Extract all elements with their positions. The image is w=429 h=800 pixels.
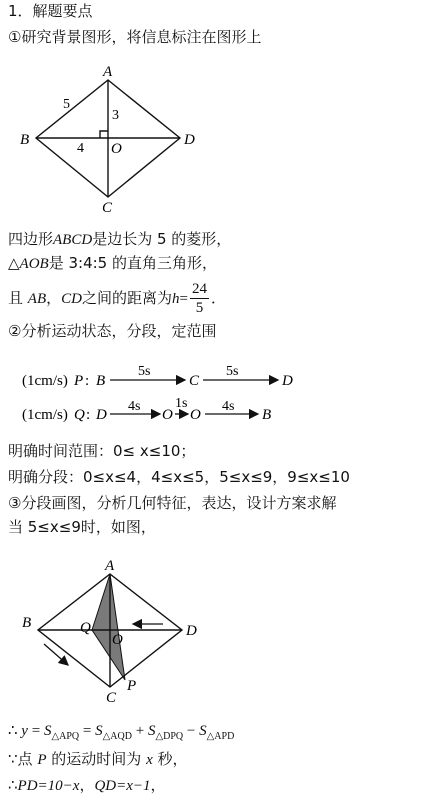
- q-start: D: [96, 407, 107, 423]
- label-B: B: [20, 132, 30, 148]
- p-speed: (1cm/s): [22, 373, 68, 389]
- q-end: B: [262, 407, 272, 423]
- q-time-3: 4s: [222, 399, 235, 414]
- p-end: D: [282, 373, 293, 389]
- case-text: 当 5≤x≤9时，如图，: [8, 518, 156, 536]
- label-ao-length: 3: [112, 108, 119, 123]
- motion-diagram: [0, 355, 429, 435]
- p-motion-arrow: [44, 644, 68, 665]
- q-name: Q: [74, 407, 85, 423]
- rhombus-statement: 四边形ABCD是边长为 5 的菱形，: [8, 230, 232, 248]
- p-colon: :: [85, 373, 90, 389]
- q-time-2: 1s: [175, 396, 188, 411]
- p-time-1: 5s: [138, 364, 151, 379]
- time-range-text: 明确时间范围：0≤ x≤10；: [8, 442, 196, 460]
- rhombus-figure-1: [0, 62, 429, 214]
- lengths-text: ∴PD=10−x，QD=x−1，: [8, 776, 166, 794]
- q-o2: O: [190, 407, 201, 423]
- area-formula: ∴ $y = S_{\triangle APQ} = S_{\triangle AQD} + S_{\triangle DPQ} - S_{\triangle APD}$: [8, 723, 235, 742]
- segments-text: 明确分段：0≤x≤4，4≤x≤5，5≤x≤9，9≤x≤10: [8, 468, 350, 486]
- label-D: D: [184, 132, 195, 148]
- label-ab-length: 5: [63, 97, 70, 112]
- label-O: O: [111, 141, 122, 157]
- label-bo-length: 4: [77, 141, 84, 156]
- step1-text: ①研究背景图形，将信息标注在图形上: [8, 28, 262, 46]
- right-angle-mark: [100, 131, 108, 138]
- triangle-statement: △AOB是 3:4:5 的直角三角形，: [8, 254, 217, 272]
- step3-text: ③分段画图，分析几何特征，表达，设计方案求解: [8, 494, 337, 512]
- q-o1: O: [162, 407, 173, 423]
- p-name: P: [74, 373, 84, 389]
- distance-statement: 且 AB，CD之间的距离为h= $\frac{24}{5}$ ．: [8, 281, 226, 316]
- label-P: P: [127, 678, 137, 694]
- distance-fraction: $\frac{24}{5}$: [191, 281, 207, 316]
- label-O-2: O: [112, 632, 123, 648]
- because-text: ∵点 P 的运动时间为 x 秒，: [8, 750, 188, 768]
- p-time-2: 5s: [226, 364, 239, 379]
- label-A: A: [103, 64, 113, 80]
- label-B-2: B: [22, 615, 32, 631]
- label-Q: Q: [80, 620, 91, 636]
- label-C-2: C: [106, 690, 117, 706]
- shaded-triangle-apq: [92, 574, 125, 680]
- p-mid: C: [189, 373, 200, 389]
- q-colon: :: [86, 407, 91, 423]
- label-D-2: D: [186, 623, 197, 639]
- label-C: C: [102, 200, 113, 214]
- heading: 1．解题要点: [8, 2, 93, 20]
- step2-text: ②分析运动状态，分段，定范围: [8, 322, 217, 340]
- q-speed: (1cm/s): [22, 407, 68, 423]
- label-A-2: A: [105, 558, 115, 574]
- p-start: B: [96, 373, 106, 389]
- rhombus-figure-2: [0, 552, 429, 712]
- q-time-1: 4s: [128, 399, 141, 414]
